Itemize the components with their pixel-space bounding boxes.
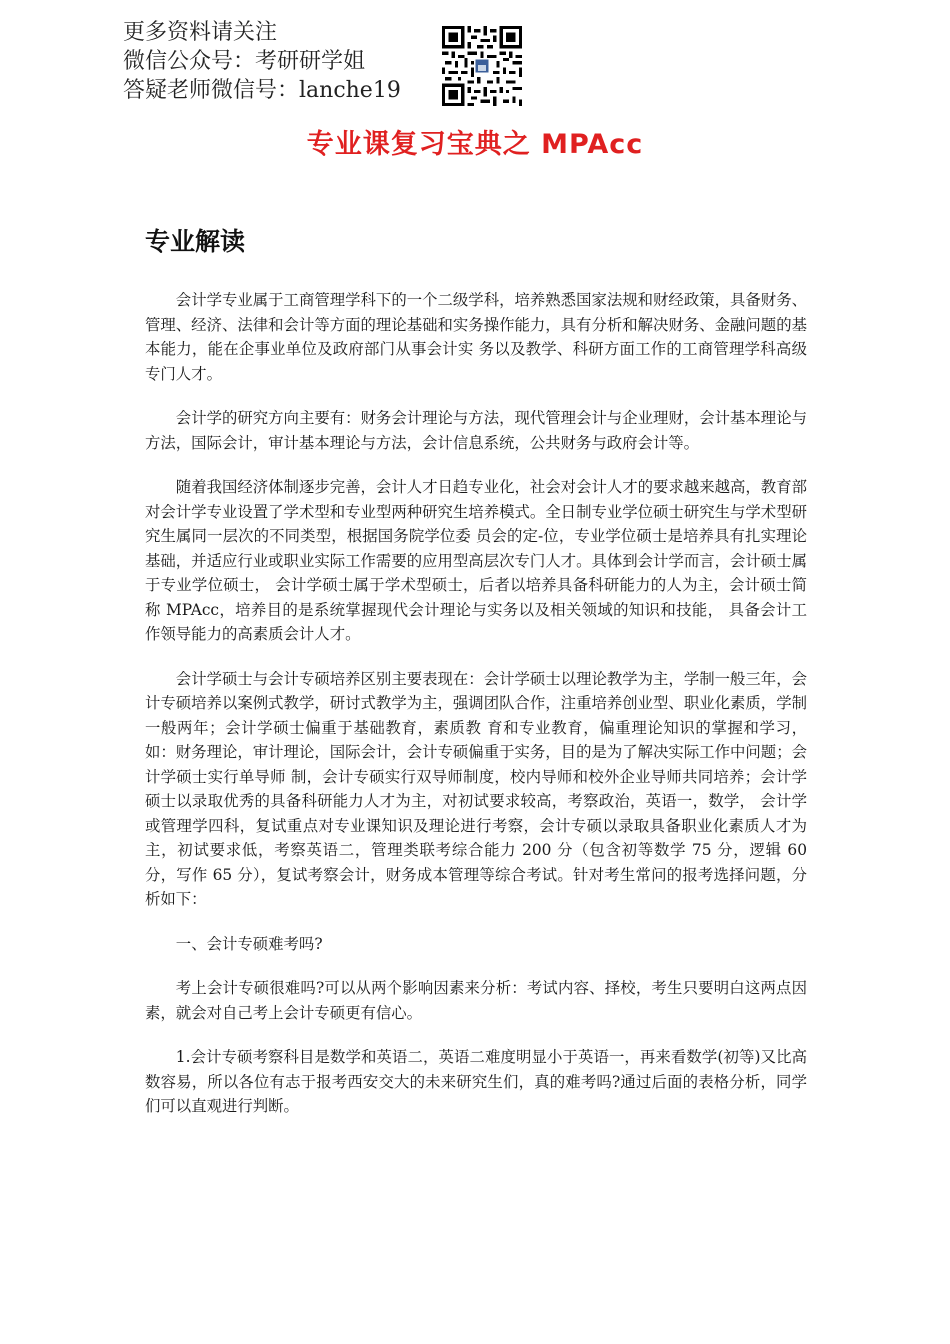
paragraph-difficulty-factors: 考上会计专硕很难吗?可以从两个影响因素来分析：考试内容、择校，考生只要明白这两点因素，就会对自己考上会计专硕更有信心。	[145, 979, 807, 1022]
promo-line-teacher-wechat: 答疑老师微信号：lanche19	[123, 78, 401, 103]
section-heading: 专业解读	[145, 227, 246, 256]
paragraph-research-directions: 会计学的研究方向主要有：财务会计理论与方法，现代管理会计与企业理财，会计基本理论与方法，国际会计，审计基本理论与方法，会计信息系统，公共财务与政府会计等。	[145, 409, 807, 452]
paragraph-major-overview: 会计学专业属于工商管理学科下的一个二级学科，培养熟悉国家法规和财经政策，具备财务、管理、经济、法律和会计等方面的理论基础和实务操作能力，具有分析和解决财务、金融问题的基本能力，能在企事业单位及政府部门从事会计实 务以及教学、科研方面工作的工商管理学科高级专门人才。	[145, 291, 807, 383]
paragraph-exam-subjects: 1.会计专硕考察科目是数学和英语二，英语二难度明显小于英语一，再来看数学(初等)又比高数容易，所以各位有志于报考西安交大的未来研究生们，真的难考吗?通过后面的表格分析，同学们可以直观进行判断。	[145, 1048, 807, 1115]
promo-line-follow: 更多资料请关注	[123, 20, 278, 45]
paragraph-training-modes: 随着我国经济体制逐步完善，会计人才日趋专业化，社会对会计人才的要求越来越高，教育部对会计学专业设置了学术型和专业型两种研究生培养模式。全日制专业学位硕士研究生与学术型研究生属同一层次的不同类型，根据国务院学位委 员会的定-位，专业学位硕士是培养具有扎实理论基础，并适应行业或职业实际工作需要的应用型高层次专门人才。具体到会计学而言，会计硕士属于专业学位硕士， 会计学硕士属于学术型硕士，后者以培养具备科研能力的人为主，会计硕士简称 MPAcc，培养目的是系统掌握现代会计理论与实务以及相关领域的知识和技能， 具备会计工作领导能力的高素质会计人才。	[145, 478, 807, 643]
promo-block	[123, 18, 401, 105]
paragraph-question-heading: 一、会计专硕难考吗?	[175, 934, 323, 953]
paragraph-degree-differences: 会计学硕士与会计专硕培养区别主要表现在：会计学硕士以理论教学为主，学制一般三年，会计专硕培养以案例式教学，研讨式教学为主，强调团队合作，注重培养创业型、职业化素质，学制一般两年；会计学硕士偏重于基础教育，素质教 育和专业教育，偏重理论知识的掌握和学习，如：财务理论，审计理论，国际会计，会计专硕偏重于实务，目的是为了解决实际工作中问题；会计学硕士实行单导师 制，会计专硕实行双导师制度，校内导师和校外企业导师共同培养；会计学硕士以录取优秀的具备科研能力人才为主，对初试要求较高，考察政治，英语一，数学， 会计学或管理学四科，复试重点对专业课知识及理论进行考察，会计专硕以录取具备职业化素质人才为主，初试要求低，考察英语二，管理类联考综合能力 200 分（包含初等数学 75 分，逻辑 60 分，写作 65 分），复试考察会计，财务成本管理等综合考试。针对考生常问的报考选择问题，分析如下：	[145, 669, 807, 908]
promo-line-wechat-account: 微信公众号：考研研学姐	[123, 49, 366, 74]
qr-code-icon	[442, 26, 522, 106]
document-title: 专业课复习宝典之 MPAcc	[306, 129, 644, 160]
body-text	[145, 288, 807, 1139]
